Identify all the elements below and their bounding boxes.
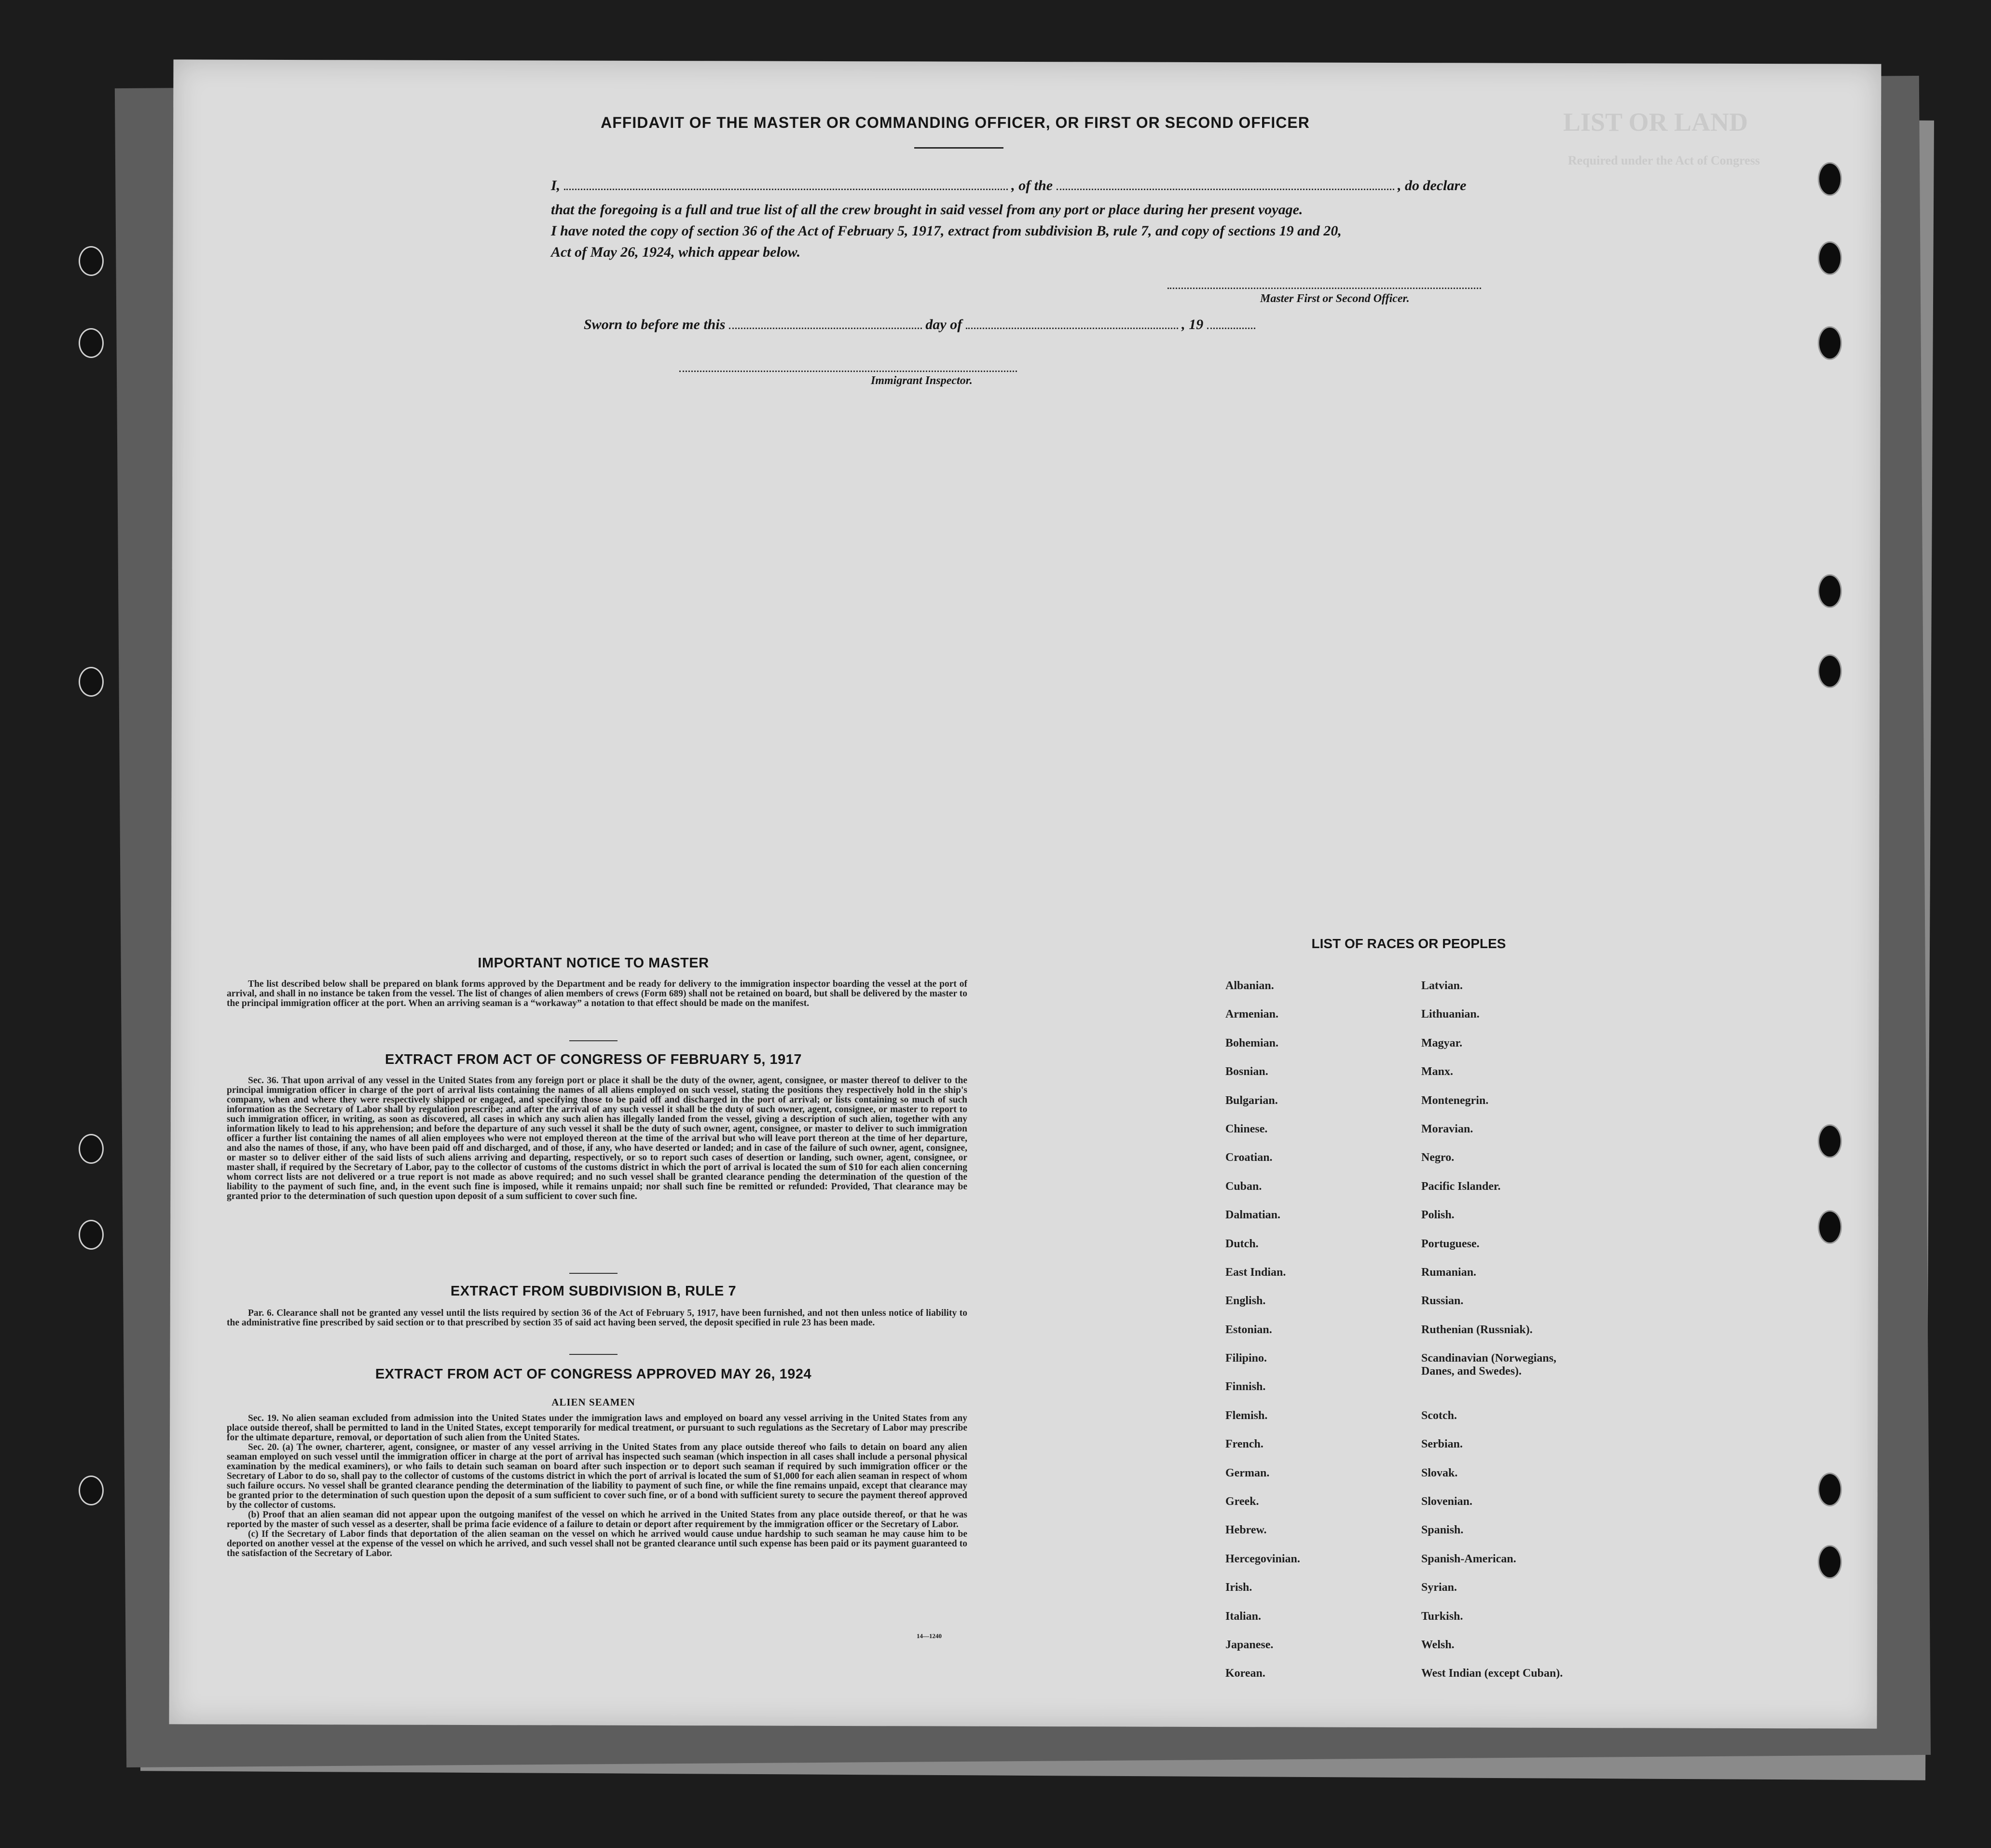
races-column-left [1225, 979, 1428, 1696]
extract-1917-body [227, 1076, 967, 1201]
affidavit-line-4: Act of May 26, 1924, which appear below. [551, 244, 801, 260]
extract-1924-title: EXTRACT FROM ACT OF CONGRESS APPROVED MAY 26, 1924 [375, 1366, 812, 1382]
section-36-paragraph: Sec. 36. That upon arrival of any vessel in the United States from any foreign port or place it shall be the duty of the owner, agent, consignee, or master thereof to deliver to the principal immigration officer in charge of the port of arrival lists containing the names of all aliens employed on such vessel, stating the positions they respectively hold in the ship's company, when and where they were respectively shipped or engaged, and specifying those to be paid off and discharged in the port of arrival; or lists containing so much of such information as the Secretary of Labor shall by regulation prescribe; and after the arrival of any such vessel it shall be the duty of such owner, agent, consignee, or master to report to such immigration officer, in writing, as soon as discovered, all cases in which any such alien has illegally landed from the vessel, giving a description of such alien, together with any information likely to lead to his apprehension; and before the departure of any such vessel it shall be the duty of such owner, agent, consignee, or master to deliver to such immigration officer a further list containing the names of all alien employees who were not employed thereon at the time of the arrival but who will leave port thereon at the time of her departure, and also the names of those, if any, who have been paid off and discharged, and of those, if any, who have deserted or landed; and in case of the failure of such owner, agent, consignee, or master so to deliver either of the said lists of such aliens arriving and departing, respectively, or so to report such cases of desertion or landing, such owner, agent, consignee, or master shall, if required by the Secretary of Labor, pay to the collector of customs of the customs district in which the port of arrival is located the sum of $10 for each alien concerning whom correct lists are not delivered or a true report is not made as above required; and no such vessel shall be granted clearance pending the determination of the question of the liability to the payment of such fine, and, in the event such fine is imposed, while it remains unpaid; nor shall such fine be remitted or refunded: Provided, That clearance may be granted prior to the determination of such question upon deposit of a sum sufficient to cover such fine. [227, 1076, 967, 1201]
sworn-month-field[interactable] [966, 317, 1178, 329]
race-item: Negro. [1421, 1151, 1455, 1164]
section-divider [569, 1040, 618, 1041]
punch-hole [79, 1476, 104, 1505]
race-item: Russian. [1421, 1295, 1464, 1308]
races-column-right [1421, 979, 1624, 1696]
race-item: Spanish. [1421, 1524, 1464, 1537]
affidavit-line-2: that the foregoing is a full and true list of all the crew brought in said vessel from any port or place during her present voyage. [551, 202, 1303, 218]
race-item: Cuban. [1225, 1180, 1262, 1193]
race-item: Turkish. [1421, 1610, 1463, 1623]
race-item: Dalmatian. [1225, 1209, 1280, 1222]
section-20c-paragraph: (c) If the Secretary of Labor finds that deportation of the alien seaman on the vessel on which he arrived would cause undue hardship to such seaman he may cause him to be deported on another vessel at the expense of the vessel on which he arrived, and such vessel shall not be granted clearance until such expense has been paid or its payment guaranteed to the satisfaction of the Secretary of Labor. [227, 1529, 967, 1558]
punch-hole [79, 667, 104, 697]
race-item: Finnish. [1225, 1380, 1266, 1393]
punch-hole [1818, 1473, 1842, 1506]
form-number: 14—1240 [917, 1632, 942, 1640]
race-item: Polish. [1421, 1209, 1455, 1222]
race-item: Scotch. [1421, 1409, 1457, 1422]
rule-7-title: EXTRACT FROM SUBDIVISION B, RULE 7 [450, 1283, 737, 1299]
race-item: Flemish. [1225, 1409, 1268, 1422]
punch-hole [1818, 326, 1842, 360]
race-item: Ruthenian (Russniak). [1421, 1323, 1533, 1336]
of-the-label: , of the [1011, 178, 1053, 193]
race-item: Greek. [1225, 1495, 1259, 1508]
race-item: Serbian. [1421, 1438, 1463, 1451]
punch-hole [79, 1134, 104, 1164]
race-item: Slovenian. [1421, 1495, 1473, 1508]
extract-1924-body [227, 1414, 967, 1558]
race-item: Armenian. [1225, 1008, 1278, 1021]
race-item: Scandinavian (Norwegians, Danes, and Swedes). [1421, 1352, 1557, 1378]
sworn-year-field[interactable] [1207, 317, 1255, 329]
alien-seamen-subtitle: ALIEN SEAMEN [551, 1396, 635, 1408]
declarant-label: I, [551, 178, 561, 193]
sworn-day-field[interactable] [729, 317, 922, 329]
race-item: German. [1225, 1466, 1270, 1479]
notice-title: IMPORTANT NOTICE TO MASTER [478, 955, 709, 971]
race-item: Lithuanian. [1421, 1008, 1480, 1021]
punch-hole [1818, 654, 1842, 688]
extract-1917-title: EXTRACT FROM ACT OF CONGRESS OF FEBRUARY 5, 1917 [384, 1052, 802, 1067]
bleed-through-text: Required under the Act of Congress [1568, 153, 1760, 167]
race-item: Bohemian. [1225, 1036, 1279, 1049]
punch-hole [1818, 162, 1842, 196]
race-item: Albanian. [1225, 979, 1274, 992]
notice-paragraph: The list described below shall be prepared on blank forms approved by the Department and be ready for delivery to the immigration inspector boarding the vessel at the port of arrival, and shall in no instance be taken from the vessel. The list of changes of alien members of crews (Form 689) shall not be retained on board, but shall be delivered by the master to the principal immigration officer at the port. When an arriving seaman is a “workaway” a notation to that effect should be made on the manifest. [227, 979, 967, 1008]
section-19-paragraph: Sec. 19. No alien seaman excluded from admission into the United States under the immigration laws and employed on board any vessel arriving in the United States from any place outside thereof, shall be permitted to land in the United States, except temporarily for medical treatment, or pursuant to such regulations as the Secretary of Labor may prescribe for the ultimate departure, removal, or deportation of such alien from the United States. [227, 1413, 967, 1443]
section-divider [569, 1354, 618, 1355]
race-item: Montenegrin. [1421, 1094, 1489, 1107]
races-title: LIST OF RACES OR PEOPLES [1311, 936, 1506, 951]
race-item: Dutch. [1225, 1237, 1259, 1250]
vessel-name-field[interactable] [1057, 178, 1394, 190]
affidavit-line-3: I have noted the copy of section 36 of the Act of February 5, 1917, extract from subdivision B, rule 7, and copy of sections 19 and 20, [551, 223, 1342, 239]
punch-hole [1818, 1545, 1842, 1579]
punch-hole [1818, 1210, 1842, 1244]
race-item: Manx. [1421, 1065, 1453, 1078]
race-item: Hebrew. [1225, 1524, 1267, 1537]
race-item: English. [1225, 1295, 1266, 1308]
race-item: Estonian. [1225, 1323, 1272, 1336]
year-label: , 19 [1181, 317, 1204, 332]
punch-hole [79, 246, 104, 276]
race-item: Portuguese. [1421, 1237, 1480, 1250]
affidavit-title: AFFIDAVIT OF THE MASTER OR COMMANDING OFFICER, OR FIRST OR SECOND OFFICER [601, 114, 1310, 131]
sworn-line [584, 317, 1255, 333]
master-signature-field[interactable] [1167, 288, 1481, 289]
race-item: Korean. [1225, 1667, 1265, 1680]
race-item: Italian. [1225, 1610, 1262, 1623]
rule-7-body [227, 1309, 967, 1328]
race-item: Latvian. [1421, 979, 1463, 992]
section-20b-paragraph: (b) Proof that an alien seaman did not appear upon the outgoing manifest of the vessel on which he arrived in the United States from any place outside thereof, or that he was reported by the master of such vessel as a deserter, shall be prima facie evidence of a failure to detain or deport after requirement by the immigration officer or the Secretary of Labor. [227, 1510, 967, 1530]
inspector-signature-label: Immigrant Inspector. [871, 374, 973, 387]
race-item: Welsh. [1421, 1639, 1455, 1651]
race-item: French. [1225, 1438, 1263, 1451]
punch-hole [79, 1220, 104, 1250]
race-item: Bosnian. [1225, 1065, 1268, 1078]
race-item: Japanese. [1225, 1638, 1274, 1651]
section-20a-paragraph: Sec. 20. (a) The owner, charterer, agent, consignee, or master of any vessel arriving in the United States from any place outside thereof who fails to detain on board any alien seaman employed on such vessel until the immigration officer in charge at the port of arrival has inspected such seaman (which inspection in all cases shall include a personal physical examination by the medical examiners), or who fails to detain such seaman on board after such inspection or to deport such seaman if required by such immigration officer or the Secretary of Labor to do so, shall pay to the collector of customs of the customs district in which the port of arrival is located the sum of $1,000 for each alien seaman in respect of whom such failure occurs. No vessel shall be granted clearance pending the determination of the liability to payment of such fine, or while the fine remains unpaid, except that clearance may be granted prior to the determination of such question upon the deposit of a sum sufficient to cover such fine, or of a bond with sufficient surety to secure the payment thereof approved by the collector of customs. [227, 1442, 967, 1510]
declarant-name-field[interactable] [564, 178, 1008, 190]
race-item: Filipino. [1225, 1352, 1267, 1365]
race-item: East Indian. [1225, 1266, 1286, 1279]
punch-hole [1818, 241, 1842, 275]
bleed-through-text: LIST OR LAND [1563, 108, 1748, 137]
master-signature-label: Master First or Second Officer. [1260, 292, 1410, 305]
title-rule [914, 147, 1003, 149]
race-item: Chinese. [1225, 1122, 1268, 1135]
race-item: Syrian. [1421, 1581, 1457, 1594]
punch-hole [79, 328, 104, 358]
punch-hole [1818, 1124, 1842, 1158]
do-declare-label: , do declare [1398, 178, 1467, 193]
notice-body [227, 979, 967, 1008]
race-item: Croatian. [1225, 1151, 1273, 1164]
section-divider [569, 1273, 618, 1274]
race-item: Irish. [1225, 1581, 1252, 1594]
race-item: Rumanian. [1421, 1266, 1477, 1279]
race-item: Slovak. [1421, 1466, 1458, 1479]
race-item: Hercegovinian. [1225, 1552, 1300, 1565]
race-item: Pacific Islander. [1421, 1180, 1501, 1193]
race-item: Moravian. [1421, 1122, 1473, 1135]
race-item: Spanish-American. [1421, 1552, 1516, 1565]
race-item: Magyar. [1421, 1036, 1463, 1049]
day-of-label: day of [925, 317, 962, 332]
race-item: Bulgarian. [1225, 1094, 1278, 1107]
inspector-signature-field[interactable] [679, 371, 1017, 372]
par-6-paragraph: Par. 6. Clearance shall not be granted any vessel until the lists required by section 36 of the Act of February 5, 1917, have been furnished, and not then unless notice of liability to the administrative fine prescribed by said section or to that prescribed by section 35 of said act having been served, the deposit specified in rule 23 has been made. [227, 1308, 967, 1328]
sworn-label: Sworn to before me this [584, 317, 726, 332]
affidavit-declare-line [551, 178, 1466, 194]
race-item: West Indian (except Cuban). [1421, 1667, 1563, 1680]
punch-hole [1818, 574, 1842, 608]
